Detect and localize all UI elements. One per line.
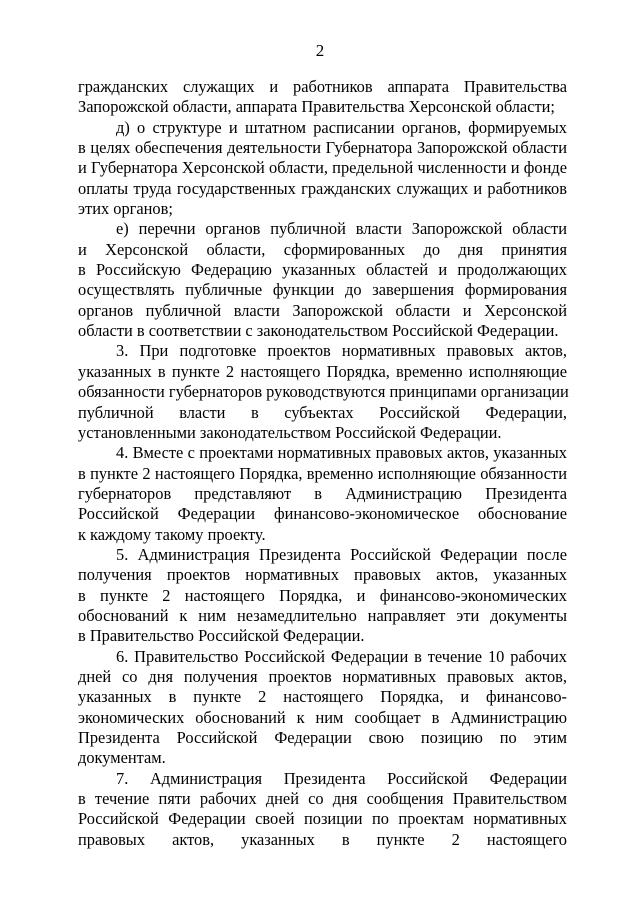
text-line: 7. Администрация Президента Российской Федерации — [116, 768, 567, 788]
text-line: этих органов; — [78, 199, 173, 219]
paragraph — [78, 769, 567, 850]
text-line: области в соответствии с законодательством Российской Федерации. — [78, 321, 559, 341]
paragraph — [78, 341, 567, 443]
text-line: гражданских служащих и работников аппарата Правительства — [78, 77, 567, 96]
text-line: обязанности губернаторов руководствуются принципами организации — [78, 382, 569, 402]
text-line: Российской Федерации финансово-экономическое обоснование — [78, 504, 567, 524]
text-line: в Российскую Федерацию указанных областей и продолжающих — [78, 260, 567, 280]
paragraph — [78, 647, 567, 769]
page-number: 2 — [315, 41, 325, 60]
text-line: получения проектов нормативных правовых актов, указанных — [78, 565, 567, 585]
text-line: губернаторов представляют в Администрацию Президента — [78, 483, 567, 503]
text-line: 6. Правительство Российской Федерации в течение 10 рабочих — [116, 646, 567, 666]
text-line: Президента Российской Федерации свою позицию по этим — [78, 728, 567, 747]
paragraph — [78, 443, 567, 545]
text-line: обоснований к ним незамедлительно направляет эти документы — [78, 605, 567, 625]
text-line: и Губернатора Херсонской области, предельной численности и фонде — [78, 158, 567, 178]
text-line: в целях обеспечения деятельности Губернатора Запорожской области — [78, 138, 567, 158]
text-line: осуществлять публичные функции до завершения формирования — [78, 280, 567, 300]
text-line: д) о структуре и штатном расписании органов, формируемых — [116, 117, 567, 137]
text-line: в течение пяти рабочих дней со дня сообщения Правительством — [78, 789, 567, 809]
text-line: в пункте 2 настоящего Порядка, временно исполняющие обязанности — [78, 463, 567, 483]
text-line: указанных в пункте 2 настоящего Порядка, временно исполняющие — [78, 361, 567, 381]
text-line: экономических обоснований к ним сообщает в Администрацию — [78, 707, 567, 727]
text-line: органов публичной власти Запорожской области и Херсонской — [78, 300, 567, 320]
text-line: публичной власти в субъектах Российской Федерации, — [78, 402, 567, 422]
document-body — [78, 77, 567, 850]
text-line: Российской Федерации своей позиции по проектам нормативных — [78, 809, 567, 829]
text-line: 3. При подготовке проектов нормативных правовых актов, — [116, 341, 567, 361]
text-line: е) перечни органов публичной власти Запорожской области — [116, 219, 567, 239]
paragraph — [78, 118, 567, 220]
text-line: документам. — [78, 748, 166, 768]
text-line: к каждому такому проекту. — [78, 524, 266, 544]
text-line: в пункте 2 настоящего Порядка, и финансово-экономических — [78, 585, 567, 605]
text-line: 5. Администрация Президента Российской Федерации после — [116, 544, 567, 564]
text-line: в Правительство Российской Федерации. — [78, 626, 365, 646]
text-line: указанных в пункте 2 настоящего Порядка, и финансово- — [78, 687, 567, 707]
paragraph — [78, 545, 567, 647]
text-line: Запорожской области, аппарата Правительства Херсонской области; — [78, 97, 555, 117]
paragraph — [78, 219, 567, 341]
text-line: установленными законодательством Российской Федерации. — [78, 422, 502, 442]
text-line: 4. Вместе с проектами нормативных правовых актов, указанных — [116, 443, 567, 463]
text-line: правовых актов, указанных в пункте 2 настоящего — [78, 829, 567, 849]
paragraph — [78, 77, 567, 118]
text-line: оплаты труда государственных гражданских служащих и работников — [78, 178, 567, 198]
text-line: дней со дня получения проектов нормативных правовых актов, — [78, 666, 567, 686]
text-line: и Херсонской области, сформированных до дня принятия — [78, 239, 567, 259]
